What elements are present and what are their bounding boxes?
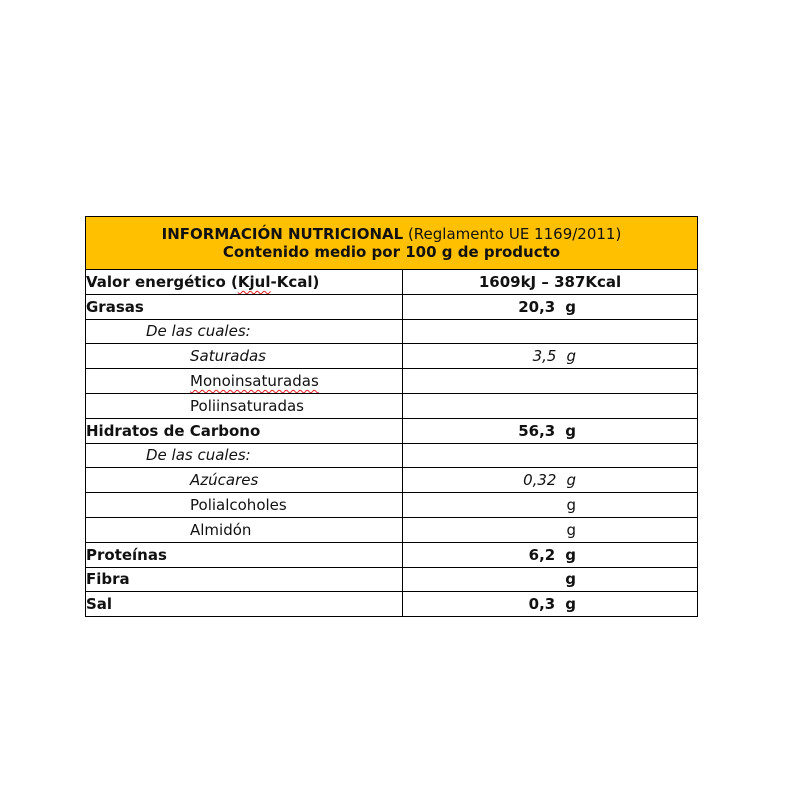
hidratos-unit: g xyxy=(565,421,576,440)
poliinsaturadas-label: Poliinsaturadas xyxy=(86,393,403,418)
nutrition-table-container xyxy=(85,216,697,617)
table-row-grasas xyxy=(86,294,698,319)
energy-label-prefix: Valor energético ( xyxy=(86,272,238,291)
table-header-row xyxy=(86,217,698,270)
grasas-de-las-cuales-label: De las cuales: xyxy=(86,319,403,344)
sal-unit: g xyxy=(565,595,576,614)
grasas-value-cell xyxy=(403,294,698,319)
azucares-unit: g xyxy=(566,471,576,490)
almidon-value-cell xyxy=(403,517,698,542)
monoinsaturadas-text: Monoinsaturadas xyxy=(190,372,319,391)
polialcoholes-value-cell xyxy=(403,493,698,518)
nutrition-table xyxy=(85,216,698,617)
grasas-unit: g xyxy=(565,297,576,316)
proteinas-unit: g xyxy=(565,545,576,564)
table-row-polialcoholes xyxy=(86,493,698,518)
table-row-azucares xyxy=(86,468,698,493)
table-row-almidon xyxy=(86,517,698,542)
table-row-hidratos xyxy=(86,418,698,443)
polialcoholes-label: Polialcoholes xyxy=(86,493,403,518)
proteinas-value-cell xyxy=(403,542,698,567)
monoinsaturadas-value-cell xyxy=(403,369,698,394)
table-row-grasas-cuales xyxy=(86,319,698,344)
table-row-sal xyxy=(86,592,698,617)
table-title: INFORMACIÓN NUTRICIONAL xyxy=(161,225,404,243)
grasas-value: 20,3 xyxy=(518,297,556,316)
table-row-monoinsaturadas xyxy=(86,369,698,394)
poliinsaturadas-value-cell xyxy=(403,393,698,418)
hidratos-de-las-cuales-label: De las cuales: xyxy=(86,443,403,468)
proteinas-value: 6,2 xyxy=(528,545,556,564)
saturadas-unit: g xyxy=(566,347,576,366)
table-row-poliinsaturadas xyxy=(86,393,698,418)
grasas-label: Grasas xyxy=(86,294,403,319)
table-row-hidratos-cuales xyxy=(86,443,698,468)
energy-label-suffix: -Kcal) xyxy=(270,272,320,291)
table-row-proteinas xyxy=(86,542,698,567)
table-row-energy xyxy=(86,270,698,295)
energy-label xyxy=(86,270,403,295)
almidon-unit: g xyxy=(566,520,576,539)
polialcoholes-unit: g xyxy=(566,496,576,515)
table-row-saturadas xyxy=(86,344,698,369)
fibra-label: Fibra xyxy=(86,567,403,592)
table-row-fibra xyxy=(86,567,698,592)
monoinsaturadas-label xyxy=(86,369,403,394)
hidratos-de-las-cuales-value-cell xyxy=(403,443,698,468)
hidratos-value-cell xyxy=(403,418,698,443)
regulation-reference: (Reglamento UE 1169/2011) xyxy=(407,225,622,243)
saturadas-label: Saturadas xyxy=(86,344,403,369)
sal-value: 0,3 xyxy=(528,595,556,614)
fibra-value-cell xyxy=(403,567,698,592)
azucares-value-cell xyxy=(403,468,698,493)
energy-value: 1609kJ – 387Kcal xyxy=(403,270,698,295)
hidratos-value: 56,3 xyxy=(518,421,556,440)
proteinas-label: Proteínas xyxy=(86,542,403,567)
almidon-label: Almidón xyxy=(86,517,403,542)
energy-label-misspelled-unit: Kjul xyxy=(237,272,271,291)
table-subtitle: Contenido medio por 100 g de producto xyxy=(222,243,561,261)
azucares-value: 0,32 xyxy=(523,471,557,490)
saturadas-value-cell xyxy=(403,344,698,369)
sal-value-cell xyxy=(403,592,698,617)
sal-label: Sal xyxy=(86,592,403,617)
fibra-unit: g xyxy=(565,570,576,589)
azucares-label: Azúcares xyxy=(86,468,403,493)
table-header xyxy=(86,217,698,270)
saturadas-value: 3,5 xyxy=(532,347,557,366)
hidratos-label: Hidratos de Carbono xyxy=(86,418,403,443)
grasas-de-las-cuales-value-cell xyxy=(403,319,698,344)
